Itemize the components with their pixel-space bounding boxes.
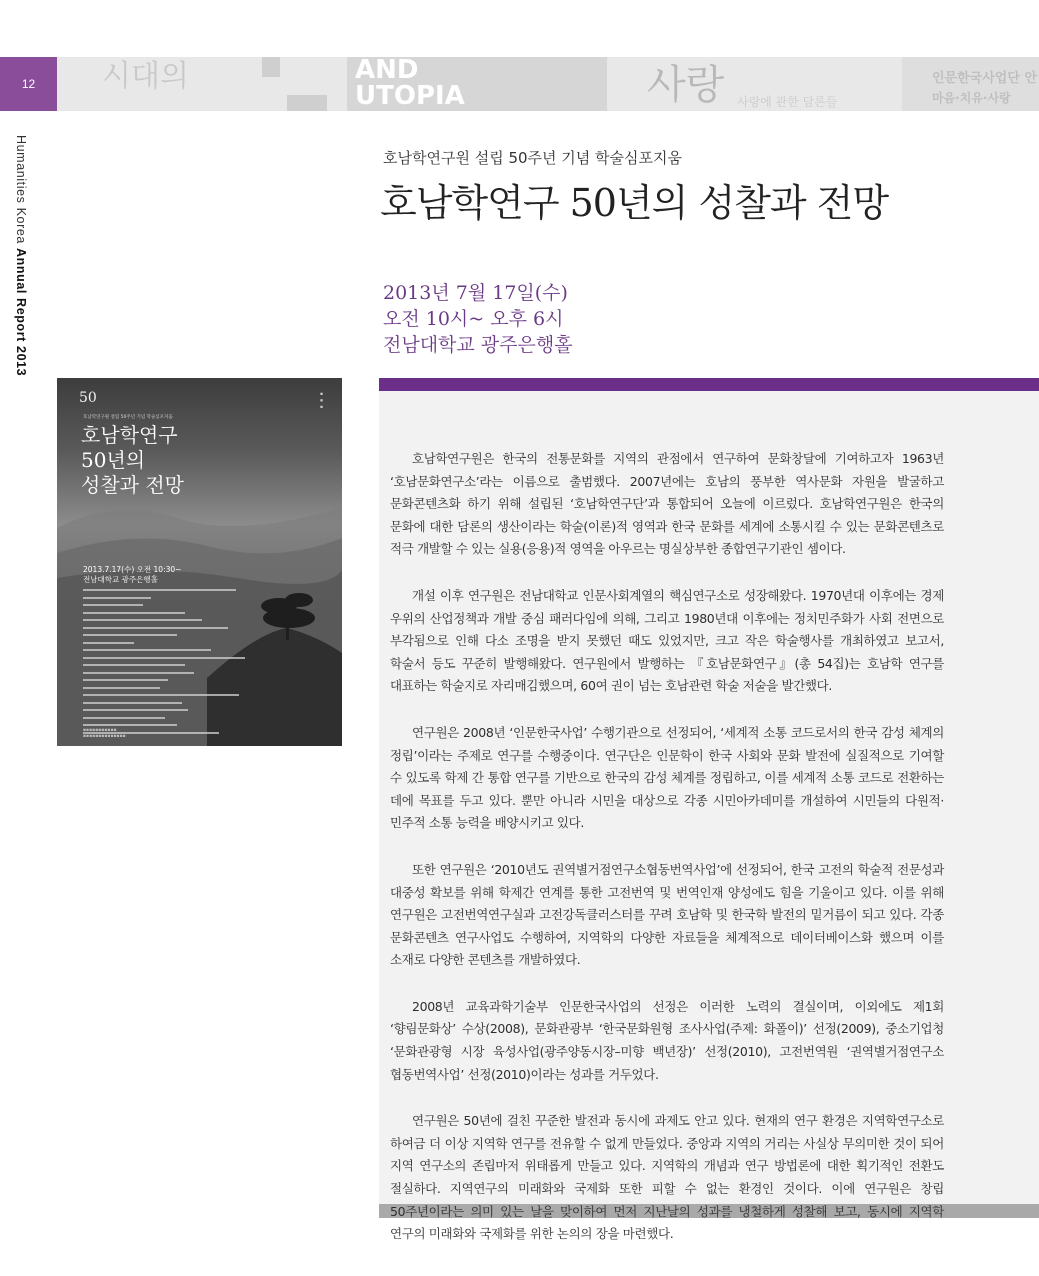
schedule-line xyxy=(83,612,185,614)
event-date: 2013년 7월 17일(수) xyxy=(383,282,568,304)
article-body xyxy=(390,448,944,1270)
banner-fragment: 인문한국사업단 안 xyxy=(932,71,1037,86)
banner-fragment: 사랑 xyxy=(647,62,725,108)
schedule-line xyxy=(83,679,168,681)
poster-logo: 50 xyxy=(79,390,97,406)
banner-fragment: 시대의 xyxy=(102,59,189,94)
schedule-line xyxy=(83,649,211,651)
schedule-line xyxy=(83,589,236,591)
banner-fragment: UTOPIA xyxy=(355,81,465,111)
schedule-line xyxy=(83,634,177,636)
article-title: 호남학연구 50년의 성찰과 전망 xyxy=(380,181,889,225)
schedule-line xyxy=(83,664,185,666)
poster-date xyxy=(83,565,181,585)
banner-fragment: 사랑에 관한 담론들 xyxy=(737,95,838,109)
schedule-line xyxy=(83,702,182,704)
poster-date-line: 2013.7.17(수) 오전 10:30~ xyxy=(83,565,182,574)
banner-fragment: 마음·치유·사랑 xyxy=(932,91,1011,105)
side-label xyxy=(14,135,28,410)
side-label-emphasis: Annual Report 2013 xyxy=(14,248,28,377)
accent-bar xyxy=(379,378,1039,391)
event-info xyxy=(383,280,573,358)
body-paragraph: 호남학연구원은 한국의 전통문화를 지역의 관점에서 연구하여 문화창달에 기여하고자 1963년 ‘호남문화연구소’라는 이름으로 출범했다. 2007년에는 호남의 풍부한 역사문화 자원을 발굴하고 문화콘텐츠화 하기 위해 설립된 ‘호남학연구단’과 통합되어 오늘에 이르렀다. 호남학연구원은 한국의 문화에 대한 담론의 생산이라는 학술(이론)적 영역과 한국 문화를 세계에 소통시킬 수 있는 문화콘텐츠로 적극 개발할 수 있는 실용(응용)적 영역을 아우르는 명실상부한 종합연구기관인 셈이다. xyxy=(390,451,944,557)
schedule-line xyxy=(83,604,143,606)
poster-title-line: 호남학연구 xyxy=(81,423,178,447)
schedule-line xyxy=(83,657,245,659)
schedule-line xyxy=(83,709,188,711)
poster-footer: ▪▪▪▪▪▪▪▪▪▪▪ ▪▪▪▪▪▪▪▪▪▪▪▪▪▪ xyxy=(83,728,126,739)
body-paragraph: 연구원은 2008년 ‘인문한국사업’ 수행기관으로 선정되어, ‘세계적 소통 코드로서의 한국 감성 체계의 정립’이라는 주제로 연구를 수행중이다. 연구단은 인문학이 한국 사회와 문화 발전에 실질적으로 기여할 수 있도록 학제 간 통합 연구를 기반으로 한국의 감성 체계를 정립하고, 이를 세계적 소통 코드로 전환하는 데에 목표를 두고 있다. 뿐만 아니라 시민을 대상으로 각종 시민아카데미를 개설하여 시민들의 다원적·민주적 소통 능력을 배양시키고 있다. xyxy=(390,724,944,831)
body-paragraph: 개설 이후 연구원은 전남대학교 인문사회계열의 핵심연구소로 성장해왔다. 1970년대 이후에는 경제 우위의 산업정책과 개발 중심 패러다임에 의해, 그리고 1980년대 이후에는 정치민주화가 사회 전면으로 부각됨으로 인해 다소 조명을 받지 못했던 때도 있었지만, 크고 작은 학술행사를 개최하였고 보고서, 학술서 등도 꾸준히 발행해왔다. 연구원에서 발행하는 『호남문화연구』(총 54집)는 호남학 연구를 대표하는 학술지로 자리매김했으며, 60여 권이 넘는 호남관련 학술 저술을 발간했다. xyxy=(390,587,944,694)
article-subtitle: 호남학연구원 설립 50주년 기념 학술심포지움 xyxy=(383,149,682,167)
poster-side-text: ▪ ▪ ▪ xyxy=(319,392,324,410)
side-label-prefix: Humanities Korea xyxy=(14,135,28,249)
poster-caption: 호남학연구원 설립 50주년 기념 학술심포지움 xyxy=(83,415,173,420)
poster-title-line: 50년의 xyxy=(81,448,146,472)
schedule-line xyxy=(83,597,151,599)
banner-fragment: AND xyxy=(355,57,419,85)
banner-collage xyxy=(57,57,1039,111)
schedule-line xyxy=(83,642,134,644)
schedule-line xyxy=(83,687,160,689)
body-paragraph: 2008년 교육과학기술부 인문한국사업의 선정은 이러한 노력의 결실이며, 이외에도 제1회 ‘향림문화상’ 수상(2008), 문화관광부 ‘한국문화원형 조사사업(주제: 화폴이)’ 선정(2009), 중소기업청 ‘문화관광형 시장 육성사업(광주양동시장–미향 백년장)’ 선정(2010), 고전번역원 ‘권역별거점연구소 협동번역사업’ 선정(2010)이라는 성과를 거두었다. xyxy=(390,998,944,1082)
schedule-line xyxy=(83,717,165,719)
schedule-line xyxy=(83,694,239,696)
event-time: 오전 10시~ 오후 6시 xyxy=(383,308,564,330)
poster-title xyxy=(81,423,184,498)
body-paragraph: 연구원은 50년에 걸친 꾸준한 발전과 동시에 과제도 안고 있다. 현재의 연구 환경은 지역학연구소로 하여금 더 이상 지역학 연구를 전유할 수 없게 만들었다. 중앙과 지역의 거리는 사실상 무의미한 것이 되어 지역 연구소의 존립마저 위태롭게 만들고 있다. 지역학의 개념과 연구 방법론에 대한 획기적인 전환도 절실하다. 지역연구의 미래화와 국제화 또한 피할 수 없는 환경인 것이다. 이에 연구원은 창립 50주년이라는 의미 있는 날을 맞이하여 먼저 지난날의 성과를 냉철하게 성찰해 보고, 동시에 지역학 연구의 미래화와 국제화를 위한 논의의 장을 마련했다. xyxy=(390,1113,944,1242)
poster-schedule xyxy=(83,589,253,739)
schedule-line xyxy=(83,619,202,621)
page-number: 12 xyxy=(0,57,57,111)
side-label-text xyxy=(14,135,28,376)
body-paragraph: 또한 연구원은 ‘2010년도 권역별거점연구소협동번역사업’에 선정되어, 한국 고전의 학술적 전문성과 대중성 확보를 위해 학제간 연계를 통한 고전번역 및 번역인재 양성에도 힘을 기울이고 있다. 이를 위해 연구원은 고전번역연구실과 고전강독클러스터를 꾸려 호남학 및 한국학 발전의 밑거름이 되고 있다. 각종 문화콘텐츠 연구사업도 수행하여, 지역학의 다양한 자료들을 체계적으로 데이터베이스화 했으며 이를 소재로 다양한 콘텐츠를 개발하였다. xyxy=(390,861,944,968)
event-venue: 전남대학교 광주은행홀 xyxy=(383,334,573,356)
banner-decoration xyxy=(287,95,327,111)
schedule-line xyxy=(83,724,177,726)
header-banner xyxy=(0,57,1039,111)
schedule-line xyxy=(83,672,194,674)
event-poster xyxy=(57,378,342,746)
poster-venue-line: 전남대학교 광주은행홀 xyxy=(83,575,158,584)
poster-title-line: 성찰과 전망 xyxy=(81,473,184,497)
schedule-line xyxy=(83,627,228,629)
banner-decoration xyxy=(262,57,280,77)
